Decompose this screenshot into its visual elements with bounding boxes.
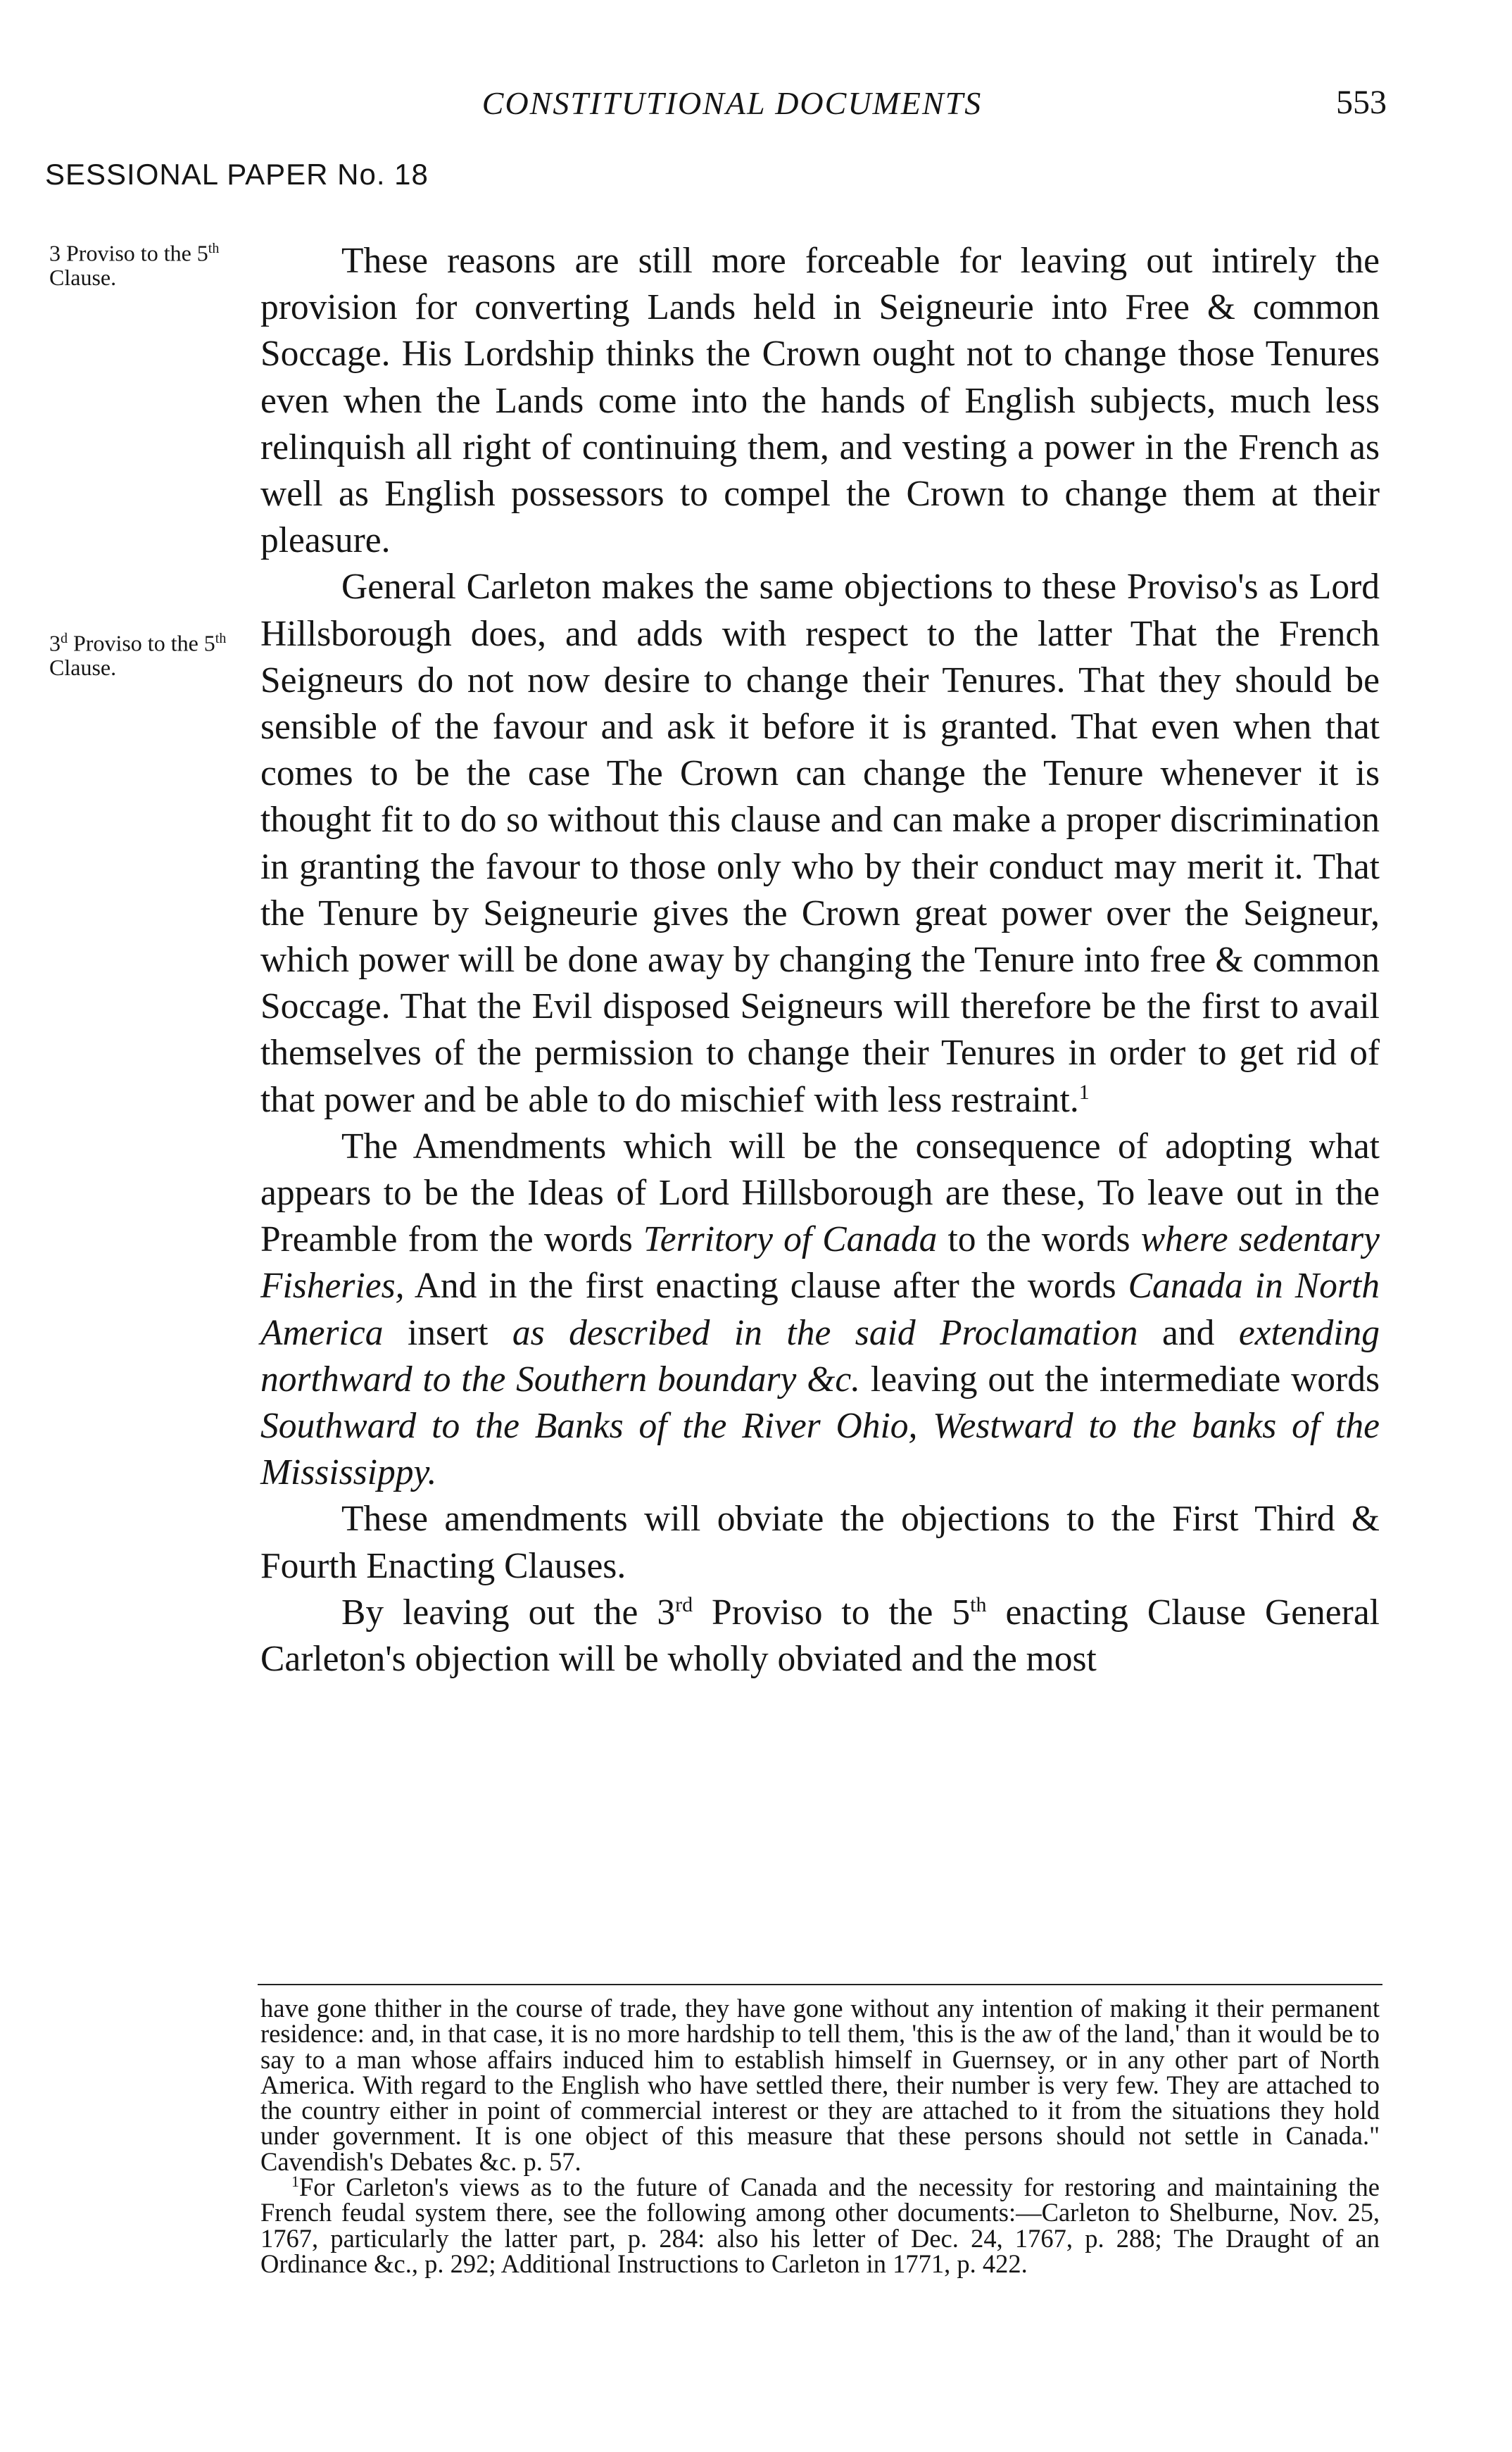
quoted-words: Canada in North America: [260, 1266, 1380, 1353]
quoted-words: extending northward to the Southern boundary &c.: [260, 1312, 1380, 1400]
margin-note-superscript: d: [61, 631, 68, 646]
paragraph-text: to the words: [937, 1219, 1141, 1260]
sessional-paper-label: SESSIONAL PAPER No. 18: [45, 158, 429, 191]
margin-note-text: Clause.: [49, 264, 117, 290]
paragraph-reasons: These reasons are still more forceable for leaving out intirely the provision for converting Lands held in Seigneurie into Free & common Soccage. His Lordship thinks the Crown ought not to change those Tenures even when the Lands come into the hands of English subjects, much less relinquish all right of continuing them, and vesting a power in the French as well as English possessors to compel the Crown to change them at their pleasure.: [260, 241, 1380, 561]
paragraph-text: insert: [383, 1312, 512, 1353]
margin-note-proviso-3d: [49, 627, 232, 679]
quoted-words: where sedentary Fisheries,: [260, 1219, 1380, 1307]
ordinal-superscript: rd: [675, 1592, 693, 1616]
paragraph-text: And in the first enacting clause after the words: [404, 1266, 1128, 1307]
paragraph-text: General Carleton makes the same objections to these Proviso's as Lord Hillsborough does, and adds with respect to the latter That the French Seigneurs do not now desire to change their Tenures. That they should be sensible of the favour and ask it before it is granted. That even when that comes to be the case The Crown can change the Tenure whenever it is thought fit to do so without this clause and can make a proper discrimination in granting the favour to those only who by their conduct may merit it. That the Tenure by Seigneurie gives the Crown great power over the Seigneur, which power will be done away by changing the Tenure into free & common Soccage. That the Evil disposed Seigneurs will therefore be the first to avail themselves of the permission to change their Tenures in order to get rid of that power and be able to do mischief with less restraint.: [260, 567, 1380, 1120]
paragraph-text: By leaving out the 3: [341, 1592, 676, 1633]
margin-note-proviso-3: [49, 237, 232, 289]
paragraph-obviate: These amendments will obviate the objections to the First Third & Fourth Enacting Clauses.: [260, 1499, 1380, 1586]
margin-note-text: Clause.: [49, 654, 117, 680]
margin-note-superscript: th: [208, 241, 220, 256]
body-text: [260, 238, 1380, 1683]
paragraph-leaving-out: [260, 1590, 1380, 1683]
paragraph-text: and: [1138, 1312, 1239, 1353]
footnotes: [260, 1996, 1380, 2277]
footnote-divider: [258, 1984, 1382, 1985]
paragraph-text: enacting Clause General Carleton's objection will be wholly obviated and the most: [260, 1592, 1380, 1680]
quoted-words: Southward to the Banks of the River Ohio, Westward to the banks of the Mississippy.: [260, 1406, 1380, 1493]
margin-note-text: 3 Proviso to the 5: [49, 240, 208, 266]
ordinal-superscript: th: [970, 1592, 987, 1616]
margin-note-superscript: th: [215, 631, 227, 646]
footnote-1: [260, 2172, 1380, 2278]
margin-note-text: Proviso to the 5: [68, 630, 215, 656]
paragraph-amendments: [260, 1124, 1380, 1497]
paragraph-text: leaving out the intermediate words: [860, 1359, 1380, 1400]
footnote-text: For Carleton's views as to the future of Canada and the necessity for restoring and maintaining the French feudal system there, see the following among other documents:—Carleton to Shelburne, Nov. 25, 1767, particularly the latter part, p. 284: also his letter of Dec. 24, 1767, p. 288; The Draught of an Ordinance &c., p. 292; Additional Instructions to Carleton in 1771, p. 422.: [260, 2173, 1380, 2278]
page-number: 553: [1336, 84, 1387, 121]
running-head: CONSTITUTIONAL DOCUMENTS: [481, 85, 983, 121]
footnote-mark: 1: [291, 2172, 299, 2190]
quoted-words: Territory of Canada: [643, 1219, 938, 1260]
footnote-continued: have gone thither in the course of trade, they have gone without any intention of making it their permanent residence: and, in that case, it is no more hardship to tell them, 'this is the aw of the land,' than it would be to say to a man whose affairs induced him to establish himself in Guernsey, or in any other part of North America. With regard to the English who have settled there, their number is very few. They are attached to the country either in point of commercial interest or they are attached to it from the situations they hold under government. It is one object of this measure that these persons should not settle in Canada." Cavendish's Debates &c. p. 57.: [260, 1994, 1380, 2176]
margin-note-text: 3: [49, 630, 61, 656]
paragraph-carleton-objections: [260, 564, 1380, 1123]
quoted-words: as described in the said Proclamation: [512, 1312, 1138, 1353]
footnote-reference: 1: [1078, 1080, 1090, 1104]
paragraph-text: The Amendments which will be the consequence of adopting what appears to be the Ideas of Lord Hillsborough are these, To leave out in the Preamble from the words: [260, 1126, 1380, 1260]
paragraph-text: Proviso to the 5: [693, 1592, 971, 1633]
